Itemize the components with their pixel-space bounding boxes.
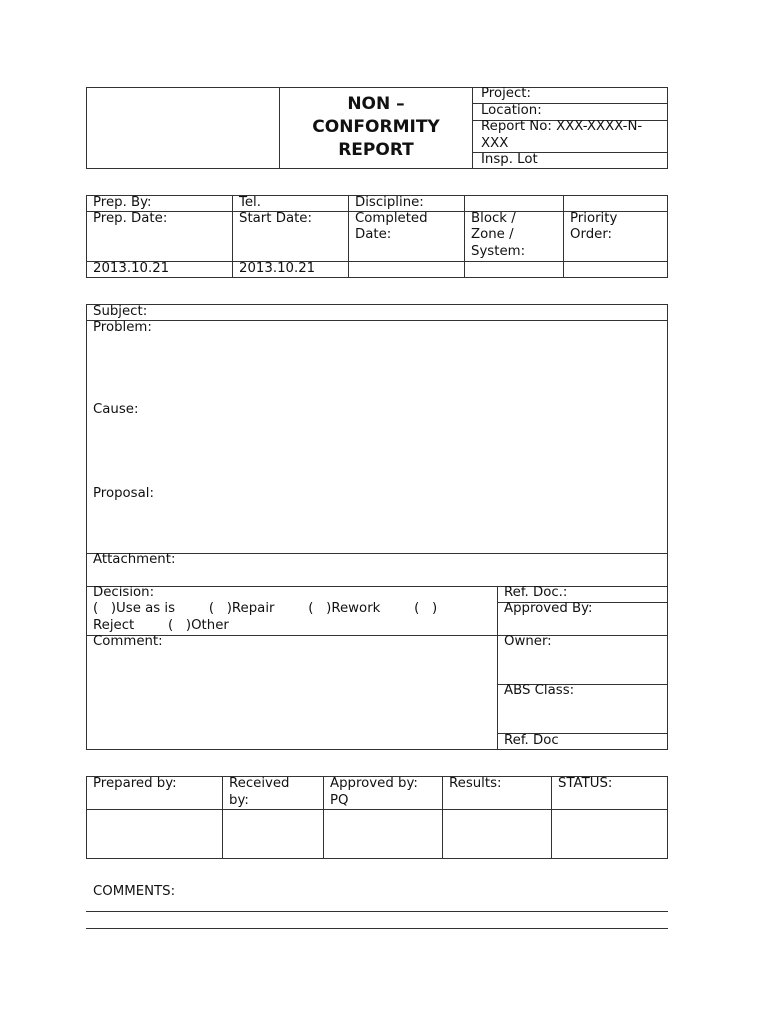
location-label: Location: bbox=[481, 103, 542, 118]
decision-options: ( )Use as is ( )Repair ( )Rework ( ) bbox=[93, 601, 438, 616]
prep-by-label: Prep. By: bbox=[93, 195, 152, 210]
attachment-label: Attachment: bbox=[93, 552, 176, 567]
info-table bbox=[86, 195, 668, 278]
signoff-table bbox=[86, 776, 668, 859]
ref-doc-bottom-label: Ref. Doc bbox=[504, 733, 559, 748]
details-table bbox=[86, 304, 668, 750]
owner-label: Owner: bbox=[504, 634, 552, 649]
results-label: Results: bbox=[449, 776, 502, 791]
prepared-by-label: Prepared by: bbox=[93, 776, 177, 791]
proposal-label: Proposal: bbox=[93, 486, 154, 501]
comment-label: Comment: bbox=[93, 634, 163, 649]
block-zone-system-label-3: System: bbox=[471, 244, 526, 259]
subject-label: Subject: bbox=[93, 304, 148, 319]
block-zone-system-label: Block / bbox=[471, 211, 516, 226]
prep-date-label: Prep. Date: bbox=[93, 211, 168, 226]
completed-date-label-cont: Date: bbox=[355, 227, 392, 242]
approved-by-label: Approved By: bbox=[504, 601, 593, 616]
discipline-label: Discipline: bbox=[355, 195, 424, 210]
priority-order-label: Priority bbox=[570, 211, 618, 226]
header-table bbox=[86, 87, 668, 169]
project-label: Project: bbox=[481, 86, 531, 101]
start-date-label: Start Date: bbox=[239, 211, 312, 226]
report-no-label-cont: XXX bbox=[481, 136, 509, 151]
ref-doc-label: Ref. Doc.: bbox=[504, 585, 568, 600]
completed-date-label: Completed bbox=[355, 211, 428, 226]
approved-by-pq-label-cont: PQ bbox=[330, 793, 349, 808]
prep-date-value: 2013.10.21 bbox=[93, 261, 170, 276]
logo-cell bbox=[87, 88, 279, 168]
abs-class-label: ABS Class: bbox=[504, 683, 575, 698]
approved-by-pq-label: Approved by: bbox=[330, 776, 418, 791]
tel-label: Tel. bbox=[239, 195, 261, 210]
status-label: STATUS: bbox=[558, 776, 613, 791]
comments-line-2 bbox=[86, 928, 668, 929]
report-no-label: Report No: XXX-XXXX-N- bbox=[481, 119, 643, 134]
received-by-label-cont: by: bbox=[229, 793, 249, 808]
cause-label: Cause: bbox=[93, 402, 139, 417]
decision-label: Decision: bbox=[93, 585, 155, 600]
start-date-value: 2013.10.21 bbox=[239, 261, 316, 276]
comments-line-1 bbox=[86, 911, 668, 912]
problem-label: Problem: bbox=[93, 320, 152, 335]
block-zone-system-label-2: Zone / bbox=[471, 227, 514, 242]
decision-options-cont: Reject ( )Other bbox=[93, 618, 229, 633]
comments-label: COMMENTS: bbox=[93, 884, 176, 899]
received-by-label: Received bbox=[229, 776, 290, 791]
report-title: NON – CONFORMITY REPORT bbox=[312, 94, 440, 160]
priority-order-label-cont: Order: bbox=[570, 227, 613, 242]
insp-lot-label: Insp. Lot bbox=[481, 152, 538, 167]
